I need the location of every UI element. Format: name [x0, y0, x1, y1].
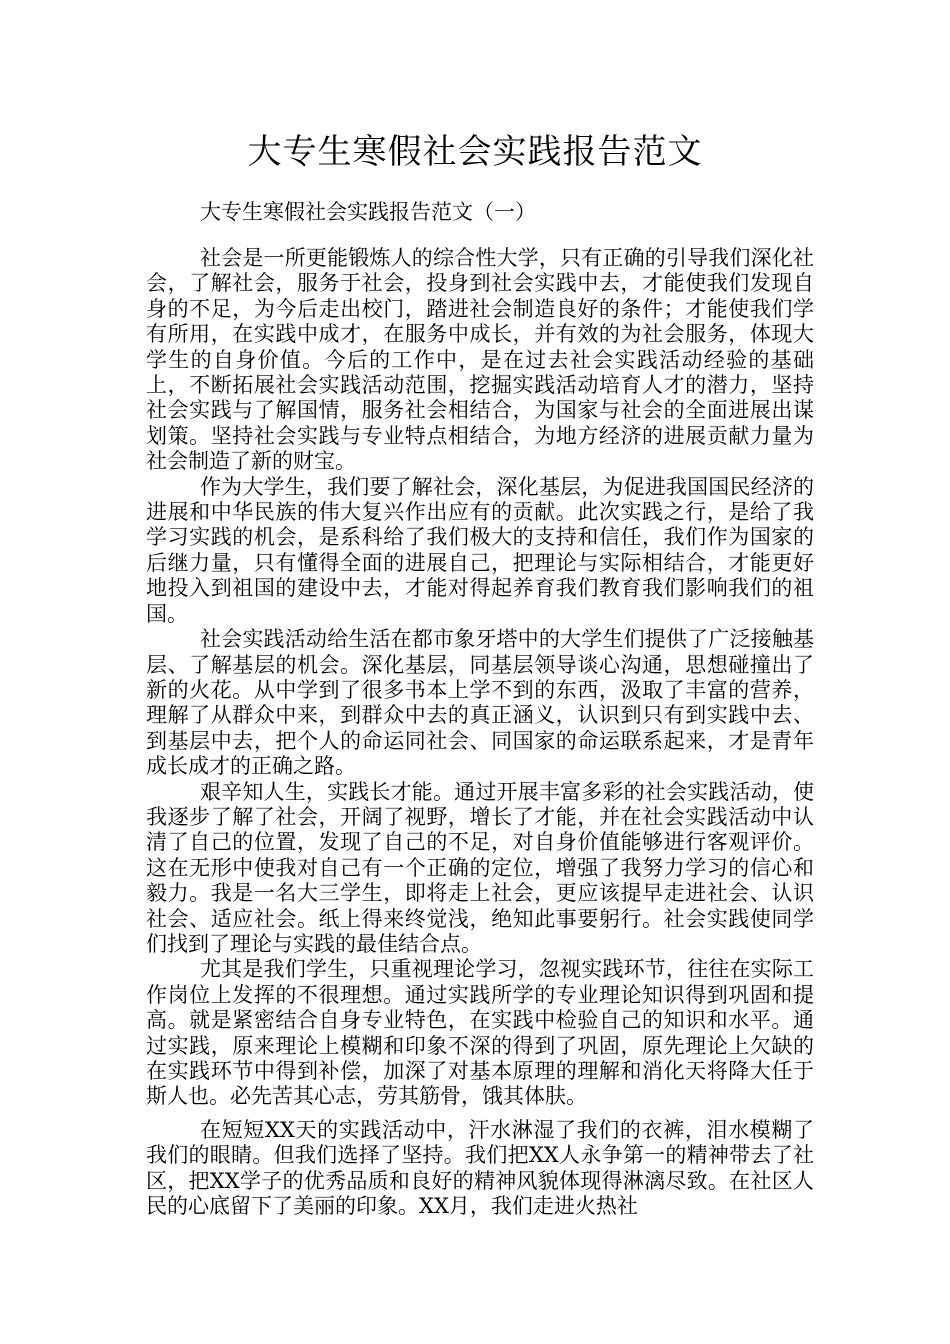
paragraph-6: 在短短XX天的实践活动中，汗水淋湿了我们的衣裤，泪水模糊了我们的眼睛。但我们选择了坚持。我们把XX人永争第一的精神带去了社区，把XX学子的优秀品质和良好的精神风貌体现得淋漓尽致。在社区人民的心底留下了美丽的印象。XX月，我们走进火热社 — [146, 1117, 814, 1219]
paragraph-5: 尤其是我们学生，只重视理论学习，忽视实践环节，往往在实际工作岗位上发挥的不很理想。通过实践所学的专业理论知识得到巩固和提高。就是紧密结合自身专业特色，在实践中检验自己的知识和水平。通过实践，原来理论上模糊和印象不深的得到了巩固，原先理论上欠缺的在实践环节中得到补偿，加深了对基本原理的理解和消化天将降大任于斯人也。必先苦其心志，劳其筋骨，饿其体肤。 — [146, 957, 814, 1109]
paragraph-4: 艰辛知人生，实践长才能。通过开展丰富多彩的社会实践活动，使我逐步了解了社会，开阔了视野，增长了才能，并在社会实践活动中认清了自己的位置，发现了自己的不足，对自身价值能够进行客观评价。这在无形中使我对自己有一个正确的定位，增强了我努力学习的信心和毅力。我是一名大三学生，即将走上社会，更应该提早走进社会、认识社会、适应社会。纸上得来终觉浅，绝知此事要躬行。社会实践使同学们找到了理论与实践的最佳结合点。 — [146, 779, 814, 956]
paragraph-1: 社会是一所更能锻炼人的综合性大学，只有正确的引导我们深化社会，了解社会，服务于社会，投身到社会实践中去，才能使我们发现自身的不足，为今后走出校门，踏进社会制造良好的条件；才能使我们学有所用，在实践中成才，在服务中成长，并有效的为社会服务，体现大学生的自身价值。今后的工作中，是在过去社会实践活动经验的基础上，不断拓展社会实践活动范围，挖掘实践活动培育人才的潜力，坚持社会实践与了解国情，服务社会相结合，为国家与社会的全面进展出谋划策。坚持社会实践与专业特点相结合，为地方经济的进展贡献力量为社会制造了新的财宝。 — [146, 246, 814, 474]
document-title: 大专生寒假社会实践报告范文 — [247, 132, 703, 172]
document-subtitle: 大专生寒假社会实践报告范文（一） — [200, 200, 536, 224]
document-body — [146, 246, 814, 1219]
paragraph-2: 作为大学生，我们要了解社会，深化基层，为促进我国国民经济的进展和中华民族的伟大复兴作出应有的贡献。此次实践之行，是给了我学习实践的机会，是系科给了我们极大的支持和信任，我们作为国家的后继力量，只有懂得全面的进展自己，把理论与实际相结合，才能更好地投入到祖国的建设中去，才能对得起养育我们教育我们影响我们的祖国。 — [146, 474, 814, 626]
paragraph-3: 社会实践活动给生活在都市象牙塔中的大学生们提供了广泛接触基层、了解基层的机会。深化基层，同基层领导谈心沟通，思想碰撞出了新的火花。从中学到了很多书本上学不到的东西，汲取了丰富的营养，理解了从群众中来，到群众中去的真正涵义，认识到只有到实践中去、到基层中去，把个人的命运同社会、同国家的命运联系起来，才是青年成长成才的正确之路。 — [146, 627, 814, 779]
